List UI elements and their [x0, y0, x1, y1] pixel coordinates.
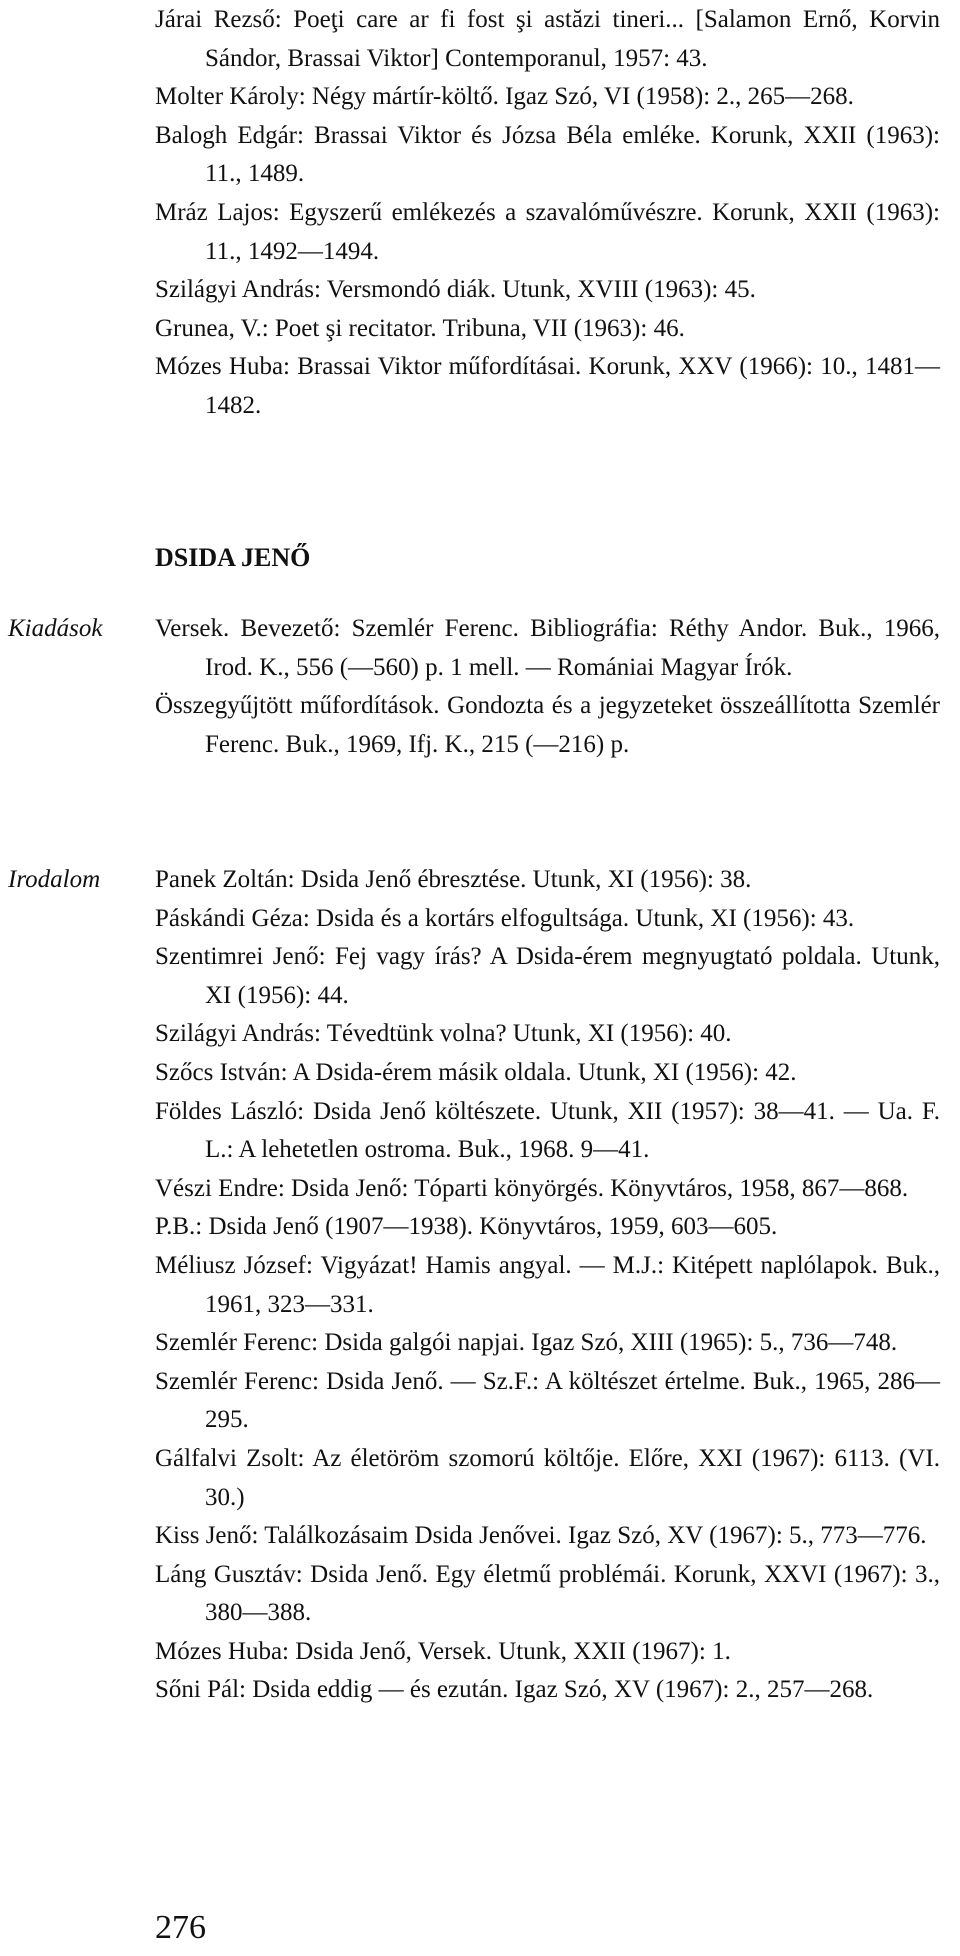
literature-entry: Panek Zoltán: Dsida Jenő ébresztése. Utunk, XI (1956): 38.: [155, 866, 752, 893]
bibliography-entry: Balogh Edgár: Brassai Viktor és Józsa Béla emléke. Korunk, XXII (1963): 11., 1489.: [155, 121, 940, 188]
literature-entry: Szőcs István: A Dsida-érem másik oldala. Utunk, XI (1956): 42.: [155, 1058, 797, 1086]
bibliography-entry: Molter Károly: Négy mártír-költő. Igaz Szó, VI (1958): 2., 265—268.: [155, 83, 854, 111]
literature-entry: Kiss Jenő: Találkozásaim Dsida Jenővei. Igaz Szó, XV (1967): 5., 773—776.: [155, 1522, 927, 1550]
page-number: 276: [155, 1909, 206, 1946]
literature-entry: Méliusz József: Vigyázat! Hamis angyal. — M.J.: Kitépett naplólapok. Buk., 1961, 323—331.: [155, 1251, 940, 1318]
bibliography-entry: Mráz Lajos: Egyszerű emlékezés a szavalóművészre. Korunk, XXII (1963): 11., 1492—1494.: [155, 198, 940, 265]
bibliography-entry: Szilágyi András: Versmondó diák. Utunk, XVIII (1963): 45.: [155, 276, 756, 304]
literature-entry: Láng Gusztáv: Dsida Jenő. Egy életmű problémái. Korunk, XXVI (1967): 3., 380—388.: [155, 1560, 940, 1627]
literature-entry: Szentimrei Jenő: Fej vagy írás? A Dsida-érem megnyugtató poldala. Utunk, XI (1956): 44.: [155, 943, 940, 1009]
brassai-literature-continued: [155, 1, 940, 426]
edition-entry: Versek. Bevezető: Szemlér Ferenc. Bibliográfia: Réthy Andor. Buk., 1966, Irod. K., 556 (—560) p. 1 mell. — Romániai Magyar Írók.: [155, 615, 940, 681]
literature-label: Irodalom: [8, 866, 101, 893]
edition-entry: Összegyűjtött műfordítások. Gondozta és a jegyzeteket összeállította Szemlér Ferenc. Buk., 1969, Ifj. K., 215 (—216) p.: [155, 692, 940, 758]
section-heading: DSIDA JENŐ: [155, 543, 311, 572]
literature-entry: Szemlér Ferenc: Dsida galgói napjai. Igaz Szó, XIII (1965): 5., 736—748.: [155, 1329, 898, 1357]
literature-entry: Páskándi Géza: Dsida és a kortárs elfogultsága. Utunk, XI (1956): 43.: [155, 904, 855, 932]
bibliography-entry: Grunea, V.: Poet şi recitator. Tribuna, VII (1963): 46.: [155, 314, 685, 342]
bibliography-entry: Járai Rezső: Poeţi care ar fi fost şi astăzi tineri... [Salamon Ernő, Korvin Sándor, Brassai Viktor] Contemporanul, 1957: 43.: [155, 6, 940, 72]
editions-list: [155, 610, 940, 764]
literature-entry: P.B.: Dsida Jenő (1907—1938). Könyvtáros, 1959, 603—605.: [155, 1213, 778, 1241]
editions-label: Kiadások: [8, 615, 103, 642]
literature-entry: Szemlér Ferenc: Dsida Jenő. — Sz.F.: A költészet értelme. Buk., 1965, 286—295.: [155, 1367, 940, 1434]
literature-entry: Sőni Pál: Dsida eddig — és ezután. Igaz Szó, XV (1967): 2., 257—268.: [155, 1676, 874, 1704]
literature-entry: Szilágyi András: Tévedtünk volna? Utunk, XI (1956): 40.: [155, 1020, 732, 1048]
literature-entry: Mózes Huba: Dsida Jenő, Versek. Utunk, XXII (1967): 1.: [155, 1637, 731, 1665]
literature-entry: Vészi Endre: Dsida Jenő: Tóparti könyörgés. Könyvtáros, 1958, 867—868.: [155, 1174, 909, 1202]
bibliography-entry: Mózes Huba: Brassai Viktor műfordításai. Korunk, XXV (1966): 10., 1481—1482.: [155, 353, 940, 419]
literature-entry: Földes László: Dsida Jenő költészete. Utunk, XII (1957): 38—41. — Ua. F. L.: A lehetetlen ostroma. Buk., 1968. 9—41.: [155, 1097, 940, 1164]
literature-entry: Gálfalvi Zsolt: Az életöröm szomorú költője. Előre, XXI (1967): 6113. (VI. 30.): [155, 1444, 940, 1511]
literature-list: [155, 861, 940, 1710]
